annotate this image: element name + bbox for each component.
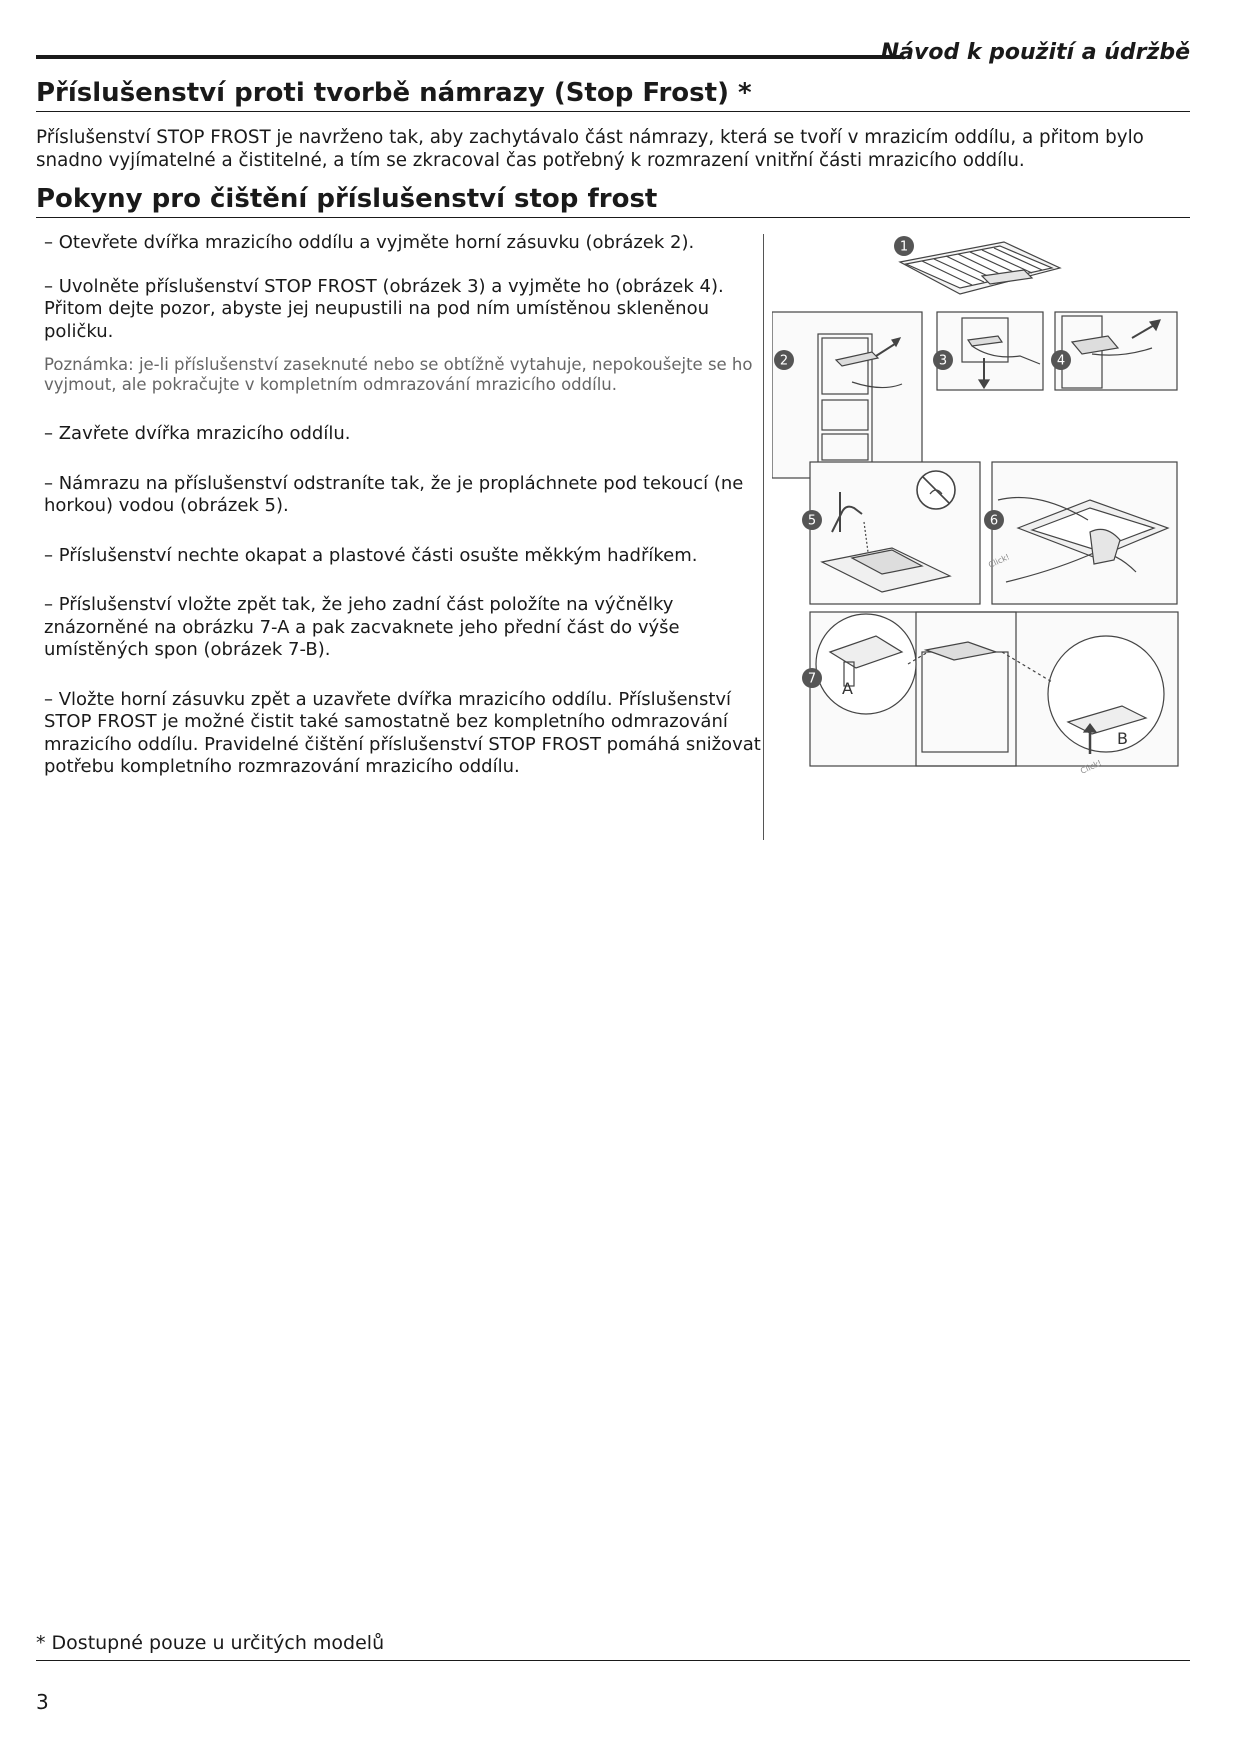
footnote-rule	[36, 1660, 1190, 1661]
badge-7-label: 7	[807, 671, 817, 687]
section1-text: Příslušenství STOP FROST je navrženo tak, aby zachytávalo část námrazy, která se tvoří v mrazicím oddílu, a přitom bylo snadno vyjímatelné a čistitelné, a tím se zkracoval čas potřebný k rozmrazení vnitřní části mrazicího oddílu.	[36, 127, 1144, 171]
sublabel-a: A	[842, 679, 853, 698]
step-2: – Uvolněte příslušenství STOP FROST (obrázek 3) a vyjměte ho (obrázek 4). Přitom dejte pozor, abyste jej neupustili na pod ním umístěnou skleněnou poličku.	[44, 275, 724, 342]
step-1: – Otevřete dvířka mrazicího oddílu a vyjměte horní zásuvku (obrázek 2).	[44, 232, 695, 253]
badge-1-label: 1	[899, 239, 909, 255]
section1-rule	[36, 111, 1190, 112]
page-number: 3	[36, 1690, 49, 1714]
step-6: – Příslušenství vložte zpět tak, že jeho zadní část položíte na výčnělky znázorněné na obrázku 7-A a pak zacvaknete jeho přední část do výše umístěných spon (obrázek 7-B).	[44, 594, 680, 660]
section2-heading: Pokyny pro čištění příslušenství stop frost	[36, 184, 658, 214]
click-text-fig7: Click!	[1079, 758, 1104, 776]
step-3: – Zavřete dvířka mrazicího oddílu.	[44, 423, 351, 444]
figure-6-dry-illustration	[989, 462, 1177, 604]
badge-3-label: 3	[938, 353, 948, 369]
badge-6-label: 6	[989, 513, 999, 529]
illustrations-svg	[772, 232, 1192, 842]
sublabel-b: B	[1117, 729, 1128, 748]
footnote: * Dostupné pouze u určitých modelů	[36, 1632, 385, 1654]
header-title: Návod k použití a údržbě	[880, 40, 1190, 65]
figure-5-rinse-illustration	[807, 462, 980, 604]
badge-5-label: 5	[807, 513, 817, 529]
click-text-fig3: Click!	[987, 552, 1012, 570]
badge-4-label: 4	[1056, 353, 1066, 369]
step-7: – Vložte horní zásuvku zpět a uzavřete dvířka mrazicího oddílu. Příslušenství STOP FROST je možné čistit také samostatně bez kompletního odmrazování mrazicího oddílu. Pravidelné čištění příslušenství STOP FROST pomáhá snižovat potřebu kompletního rozmrazování mrazicího oddílu.	[44, 688, 761, 777]
section1-heading: Příslušenství proti tvorbě námrazy (Stop Frost) *	[36, 78, 752, 108]
step-note: Poznámka: je-li příslušenství zaseknuté nebo se obtížně vytahuje, nepokoušejte se ho vyjmout, ale pokračujte v kompletním odmrazování mrazicího oddílu.	[44, 355, 753, 394]
figure-4-remove-illustration	[1055, 312, 1177, 390]
figure-2-drawer-illustration	[772, 312, 922, 478]
column-divider	[763, 234, 764, 840]
step-4: – Námrazu na příslušenství odstraníte tak, že je propláchnete pod tekoucí (ne horkou) vodou (obrázek 5).	[44, 472, 744, 516]
section2-rule	[36, 217, 1190, 218]
header-rule	[36, 55, 901, 59]
step-5: – Příslušenství nechte okapat a plastové části osušte měkkým hadříkem.	[44, 544, 698, 566]
instruction-steps	[44, 232, 764, 779]
badge-2-label: 2	[779, 353, 789, 369]
illustrations	[772, 232, 1192, 842]
figure-3-release-illustration	[937, 312, 1043, 390]
figure-1-tray-illustration	[899, 239, 1060, 294]
